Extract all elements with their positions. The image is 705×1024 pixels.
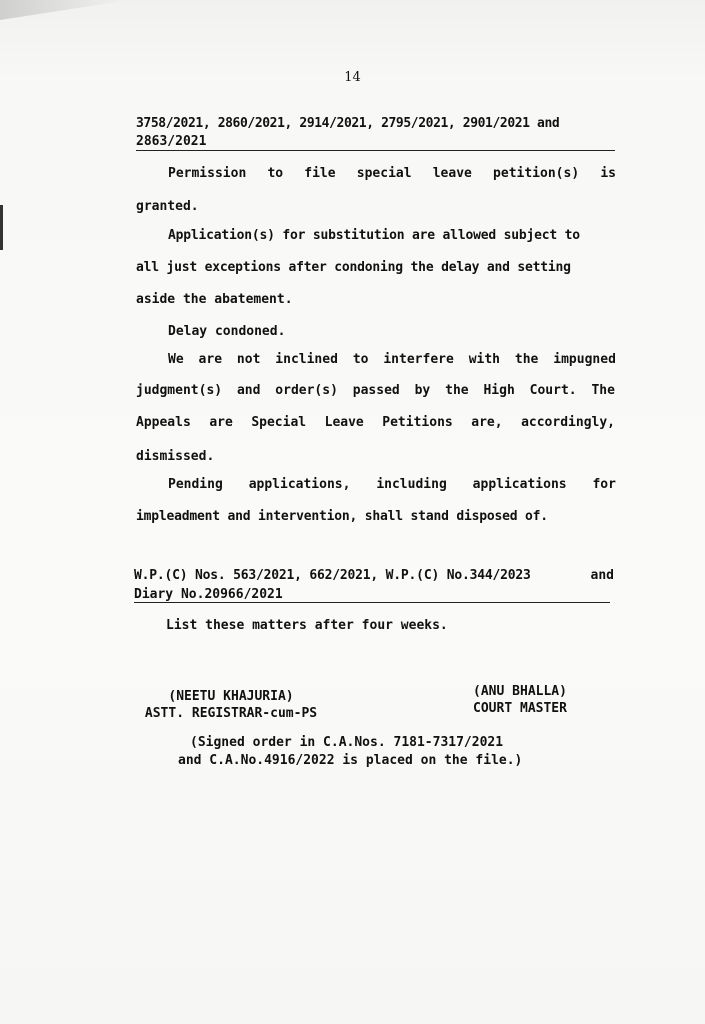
signed-order-note: [178, 734, 522, 770]
word: interfere: [383, 352, 454, 367]
word: leave: [432, 166, 472, 181]
word: and: [590, 568, 614, 583]
word: are,: [471, 415, 503, 430]
word: applications,: [248, 477, 351, 492]
para-pending-line-1: [168, 477, 616, 492]
para-permission-line-2: granted.: [136, 199, 199, 214]
word: to: [267, 166, 284, 181]
para-delay-condoned: Delay condoned.: [168, 324, 286, 339]
case-underline-1: [136, 150, 615, 151]
para-list-matters: List these matters after four weeks.: [166, 618, 448, 633]
word: by: [414, 383, 431, 398]
word: Court.: [529, 383, 577, 398]
wp-case-numbers: W.P.(C) Nos. 563/2021, 662/2021, W.P.(C) No.344/2023: [134, 568, 531, 583]
word: Leave: [324, 415, 364, 430]
para-dismissal-line-2: [136, 383, 615, 398]
wp-case-line-2: Diary No.20966/2021: [134, 587, 283, 602]
signatory-title-right: COURT MASTER: [473, 701, 567, 716]
word: the: [514, 352, 539, 367]
page-number: 14: [344, 70, 361, 85]
signatory-name-right: (ANU BHALLA): [473, 684, 567, 699]
word: the: [445, 383, 469, 398]
word: accordingly,: [521, 415, 615, 430]
para-dismissal-line-4: dismissed.: [136, 449, 215, 464]
wp-case-line-1: [134, 568, 614, 583]
word: Permission: [168, 166, 247, 181]
word: High: [483, 383, 515, 398]
word: impugned: [553, 352, 616, 367]
word: to: [352, 352, 369, 367]
word: passed: [352, 383, 400, 398]
word: judgment(s): [136, 383, 223, 398]
word: for: [592, 477, 616, 492]
word: and: [236, 383, 261, 398]
para-dismissal-line-1: [168, 352, 616, 367]
word: Appeals: [136, 415, 191, 430]
word: special: [356, 166, 412, 181]
word: is: [600, 166, 616, 181]
note-line-2: and C.A.No.4916/2022 is placed on the file.): [178, 753, 523, 768]
word: order(s): [275, 383, 338, 398]
case-numbers-line-1: [136, 116, 616, 131]
para-substitution-line-2: all just exceptions after condoning the delay and setting: [136, 260, 571, 275]
para-dismissal-line-3: [136, 415, 615, 430]
para-substitution-line-3: aside the abatement.: [136, 292, 293, 307]
word: Special: [251, 415, 307, 430]
scan-edge-mark: [0, 205, 3, 250]
word: applications: [472, 477, 567, 492]
word: The: [591, 383, 615, 398]
word: including: [376, 477, 447, 492]
signature-block-left: [136, 688, 326, 722]
page-corner-shadow: [0, 0, 130, 20]
para-permission-line-1: [168, 166, 616, 181]
signatory-name-left: (NEETU KHAJURIA): [168, 689, 294, 704]
para-substitution-line-1: Application(s) for substitution are allowed subject to: [168, 228, 580, 243]
case-numbers-text: 3758/2021, 2860/2021, 2914/2021, 2795/2021, 2901/2021 and: [136, 116, 560, 131]
word: Petitions: [382, 415, 453, 430]
word: inclined: [275, 352, 338, 367]
word: are: [209, 415, 233, 430]
case-underline-2: [134, 602, 610, 603]
note-line-1: (Signed order in C.A.Nos. 7181-7317/2021: [190, 735, 504, 750]
signatory-title-left: ASTT. REGISTRAR-cum-PS: [144, 706, 318, 721]
word: Pending: [168, 477, 223, 492]
word: We: [168, 352, 184, 367]
word: file: [304, 166, 336, 181]
signature-block-right: [450, 683, 590, 717]
word: not: [236, 352, 261, 367]
word: are: [198, 352, 223, 367]
para-pending-line-2: impleadment and intervention, shall stand disposed of.: [136, 509, 548, 524]
word: with: [468, 352, 501, 367]
word: petition(s): [493, 166, 580, 181]
case-numbers-line-2: 2863/2021: [136, 134, 207, 149]
